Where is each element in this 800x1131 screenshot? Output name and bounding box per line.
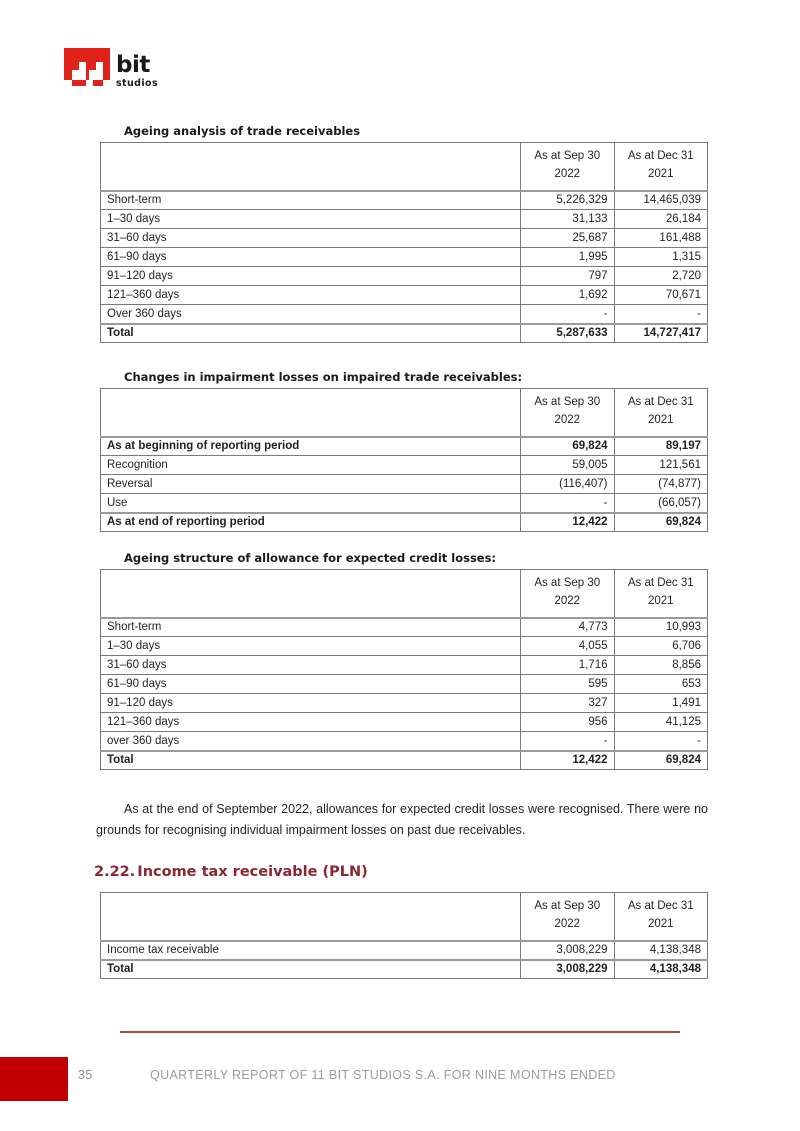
table-row — [101, 675, 708, 694]
table-row — [101, 191, 708, 210]
row-value-2022: 25,687 — [521, 229, 615, 248]
footer-report-title: QUARTERLY REPORT OF 11 BIT STUDIOS S.A. FOR NINE MONTHS ENDED — [150, 1068, 616, 1082]
logo-word-bit: bit — [116, 52, 150, 78]
row-value-2022: - — [521, 305, 615, 324]
row-label: Recognition — [101, 456, 521, 475]
row-value-2021: 14,727,417 — [614, 324, 708, 343]
page-number: 35 — [78, 1068, 93, 1082]
table-income-tax-receivable — [100, 892, 708, 979]
table-row — [101, 456, 708, 475]
row-label: Short-term — [101, 618, 521, 637]
table-row — [101, 286, 708, 305]
row-value-2022: 12,422 — [521, 513, 615, 532]
header-line-1: As at Sep 30 — [534, 150, 601, 162]
table-ageing-structure-allowance — [100, 569, 708, 770]
table-ageing-analysis-trade-receivables — [100, 142, 708, 343]
table-row — [101, 475, 708, 494]
row-value-2021: 6,706 — [614, 637, 708, 656]
table-row — [101, 494, 708, 513]
row-value-2021: (74,877) — [614, 475, 708, 494]
row-value-2021: 2,720 — [614, 267, 708, 286]
table-row — [101, 229, 708, 248]
row-value-2022: 956 — [521, 713, 615, 732]
header-line-1: As at Dec 31 — [627, 900, 694, 912]
row-value-2022: 327 — [521, 694, 615, 713]
table-total-row — [101, 324, 708, 343]
row-value-2022: 31,133 — [521, 210, 615, 229]
row-value-2022: 5,226,329 — [521, 191, 615, 210]
row-value-2022: 12,422 — [521, 751, 615, 770]
table-header-row — [101, 570, 708, 618]
row-label: 91–120 days — [101, 267, 521, 286]
column-header-dec31-2021 — [614, 893, 708, 941]
row-value-2021: 653 — [614, 675, 708, 694]
row-value-2021: 121,561 — [614, 456, 708, 475]
table-caption-1: Ageing analysis of trade receivables — [124, 124, 361, 138]
section-heading-income-tax-receivable — [94, 864, 368, 880]
paragraph-text: As at the end of September 2022, allowances for expected credit losses were recognised. There were no grounds for recognising individual impairment losses on past due receivables. — [96, 802, 708, 837]
table-row — [101, 618, 708, 637]
column-header-blank — [101, 893, 521, 941]
section-title: Income tax receivable (PLN) — [137, 864, 368, 880]
row-value-2021: 8,856 — [614, 656, 708, 675]
table-row — [101, 267, 708, 286]
row-value-2022: 595 — [521, 675, 615, 694]
row-label: 121–360 days — [101, 713, 521, 732]
row-value-2022: 1,692 — [521, 286, 615, 305]
column-header-sep30-2022 — [521, 389, 615, 437]
row-label: Total — [101, 324, 521, 343]
column-header-blank — [101, 143, 521, 191]
header-line-1: As at Sep 30 — [534, 900, 601, 912]
row-value-2021: 70,671 — [614, 286, 708, 305]
column-header-dec31-2021 — [614, 570, 708, 618]
section-number: 2.22. — [94, 864, 136, 880]
header-line-2: 2022 — [554, 594, 581, 607]
header-line-1: As at Dec 31 — [627, 577, 694, 589]
row-value-2022: 1,716 — [521, 656, 615, 675]
logo-mark-icon — [64, 48, 110, 94]
row-value-2022: 3,008,229 — [521, 941, 615, 960]
header-line-2: 2021 — [647, 167, 674, 180]
row-value-2021: 161,488 — [614, 229, 708, 248]
table-row — [101, 210, 708, 229]
footer-divider — [120, 1031, 680, 1033]
row-value-2021: - — [614, 732, 708, 751]
row-label: Reversal — [101, 475, 521, 494]
header-line-1: As at Dec 31 — [627, 396, 694, 408]
row-value-2022: 1,995 — [521, 248, 615, 267]
row-value-2022: 69,824 — [521, 437, 615, 456]
header-line-2: 2021 — [647, 917, 674, 930]
column-header-dec31-2021 — [614, 143, 708, 191]
table-row — [101, 732, 708, 751]
row-label: 1–30 days — [101, 210, 521, 229]
row-value-2022: 4,773 — [521, 618, 615, 637]
row-label: Over 360 days — [101, 305, 521, 324]
row-value-2021: 89,197 — [614, 437, 708, 456]
row-label: 91–120 days — [101, 694, 521, 713]
table-row — [101, 694, 708, 713]
table-row — [101, 656, 708, 675]
header-line-1: As at Sep 30 — [534, 577, 601, 589]
row-label: As at beginning of reporting period — [101, 437, 521, 456]
table-caption-3: Ageing structure of allowance for expected credit losses: — [124, 551, 497, 565]
header-line-1: As at Sep 30 — [534, 396, 601, 408]
table-row — [101, 248, 708, 267]
header-line-2: 2022 — [554, 167, 581, 180]
column-header-blank — [101, 389, 521, 437]
table-row — [101, 305, 708, 324]
row-value-2021: 4,138,348 — [614, 941, 708, 960]
row-value-2022: - — [521, 732, 615, 751]
row-value-2022: 797 — [521, 267, 615, 286]
table-caption-2: Changes in impairment losses on impaired trade receivables: — [124, 370, 523, 384]
table-row — [101, 941, 708, 960]
table-total-row — [101, 513, 708, 532]
row-label: 1–30 days — [101, 637, 521, 656]
table-row — [101, 637, 708, 656]
row-value-2022: - — [521, 494, 615, 513]
row-value-2021: 1,315 — [614, 248, 708, 267]
column-header-sep30-2022 — [521, 143, 615, 191]
row-value-2021: 69,824 — [614, 751, 708, 770]
row-value-2022: 4,055 — [521, 637, 615, 656]
row-label: 31–60 days — [101, 656, 521, 675]
header-line-2: 2022 — [554, 413, 581, 426]
row-value-2022: 5,287,633 — [521, 324, 615, 343]
row-value-2021: 69,824 — [614, 513, 708, 532]
table-header-row — [101, 389, 708, 437]
column-header-blank — [101, 570, 521, 618]
table-row — [101, 713, 708, 732]
row-value-2021: (66,057) — [614, 494, 708, 513]
row-value-2021: - — [614, 305, 708, 324]
row-label: Short-term — [101, 191, 521, 210]
row-value-2021: 14,465,039 — [614, 191, 708, 210]
body-paragraph — [96, 799, 708, 840]
row-value-2022: 3,008,229 — [521, 960, 615, 979]
header-line-1: As at Dec 31 — [627, 150, 694, 162]
row-label: over 360 days — [101, 732, 521, 751]
company-logo — [64, 48, 174, 100]
header-line-2: 2021 — [647, 413, 674, 426]
column-header-sep30-2022 — [521, 893, 615, 941]
row-label: 61–90 days — [101, 675, 521, 694]
row-value-2021: 4,138,348 — [614, 960, 708, 979]
row-label: 31–60 days — [101, 229, 521, 248]
row-label: Total — [101, 960, 521, 979]
row-value-2021: 1,491 — [614, 694, 708, 713]
row-label: 61–90 days — [101, 248, 521, 267]
column-header-sep30-2022 — [521, 570, 615, 618]
row-label: Use — [101, 494, 521, 513]
table-header-row — [101, 893, 708, 941]
row-value-2021: 41,125 — [614, 713, 708, 732]
footer-red-block — [0, 1057, 68, 1101]
row-value-2022: 59,005 — [521, 456, 615, 475]
row-value-2021: 26,184 — [614, 210, 708, 229]
row-label: 121–360 days — [101, 286, 521, 305]
row-label: Total — [101, 751, 521, 770]
table-row — [101, 437, 708, 456]
header-line-2: 2021 — [647, 594, 674, 607]
logo-wordmark — [116, 54, 158, 89]
table-header-row — [101, 143, 708, 191]
table-total-row — [101, 751, 708, 770]
row-label: As at end of reporting period — [101, 513, 521, 532]
row-label: Income tax receivable — [101, 941, 521, 960]
table-total-row — [101, 960, 708, 979]
logo-word-studios: studios — [116, 78, 158, 89]
row-value-2021: 10,993 — [614, 618, 708, 637]
column-header-dec31-2021 — [614, 389, 708, 437]
header-line-2: 2022 — [554, 917, 581, 930]
row-value-2022: (116,407) — [521, 475, 615, 494]
table-changes-impairment-losses — [100, 388, 708, 532]
